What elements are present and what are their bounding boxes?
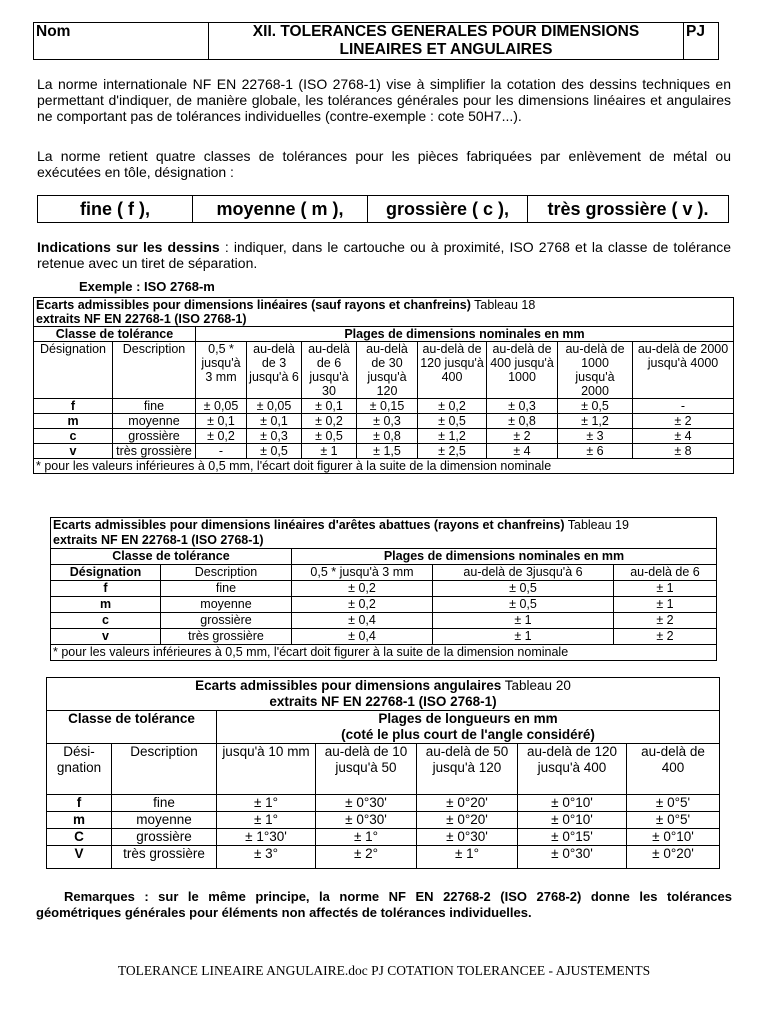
table-row [51,581,717,597]
table20-value: ± 1° [217,795,316,812]
table18-value: ± 4 [633,429,734,444]
table18-value: ± 0,2 [196,429,247,444]
header-table [33,22,719,60]
table19-value: ± 0,4 [292,613,433,629]
table18-value: ± 0,15 [357,399,418,414]
table18-value: - [196,444,247,459]
table20-value: ± 0°5' [627,795,720,812]
table20-ranges-header-line2: (coté le plus court de l'angle considéré) [341,727,595,742]
indications-paragraph [37,239,731,271]
table18-range-7: au-delà de 1000 jusqu'à 2000 [558,342,633,399]
table-row [34,414,734,429]
table19-ranges-header: Plages de dimensions nominales en mm [292,549,717,565]
table20-col-description: Description [112,744,217,795]
table18-title: Ecarts admissibles pour dimensions linéaires (sauf rayons et chanfreins) [36,298,471,312]
table19-value: ± 1 [614,581,717,597]
table18-designation: m [34,414,113,429]
table18-range-2: au-delà de 3 jusqu'à 6 [247,342,302,399]
table20-value: ± 0°20' [627,846,720,869]
header-title-line2: LINEAIRES ET ANGULAIRES [339,41,553,58]
table-18 [33,297,734,474]
table18-value: ± 2,5 [418,444,487,459]
table18-value: ± 0,3 [487,399,558,414]
table20-designation: m [47,812,112,829]
table20-description: grossière [112,829,217,846]
header-pj: PJ [686,23,705,40]
indications-text: : indiquer, dans le cartouche ou à proximité, ISO 2768 et la classe de tolérance retenue avec un tiret de séparation. [37,239,732,271]
table18-ranges-header: Plages de dimensions nominales en mm [196,327,734,342]
table18-designation: f [34,399,113,414]
intro-paragraph: La norme internationale NF EN 22768-1 (ISO 2768-1) vise à simplifier la cotation des dessins techniques en permettant d'indiquer, de manière globale, les tolérances générales pour les dimensions linéaires et angulaires ne comportant pas de tolérances individuelles (contre-exemple : cote 50H7...). [37,76,731,124]
table19-value: ± 1 [433,613,614,629]
table18-description: fine [113,399,196,414]
table18-range-3: au-delà de 6 jusqu'à 30 [302,342,357,399]
table20-range-5: au-delà de 400 [627,744,720,795]
table19-value: ± 1 [433,629,614,645]
table18-title-cell [34,298,734,327]
table19-col-designation: Désignation [51,565,161,581]
table-row [51,613,717,629]
table20-description: moyenne [112,812,217,829]
table18-description: moyenne [113,414,196,429]
table18-note: * pour les valeurs inférieures à 0,5 mm, l'écart doit figurer à la suite de la dimension nominale [34,459,734,474]
table19-value: ± 2 [614,629,717,645]
table20-ranges-header [217,711,720,744]
table18-ref: Tableau 18 [470,298,536,312]
table-19 [50,517,717,661]
table19-col-description: Description [161,565,292,581]
table18-col-description: Description [113,342,196,399]
table19-note: * pour les valeurs inférieures à 0,5 mm, l'écart doit figurer à la suite de la dimension nominale [51,645,717,661]
table18-value: ± 0,3 [357,414,418,429]
header-pj-cell [684,23,719,60]
table18-value: ± 0,3 [247,429,302,444]
table19-description: moyenne [161,597,292,613]
table18-value: ± 0,5 [418,414,487,429]
table20-value: ± 0°10' [518,795,627,812]
table18-value: ± 0,1 [302,399,357,414]
table18-range-5: au-delà de 120 jusqu'à 400 [418,342,487,399]
table20-range-1: jusqu'à 10 mm [217,744,316,795]
table18-value: ± 3 [558,429,633,444]
table20-value: ± 0°30' [417,829,518,846]
table19-value: ± 0,2 [292,581,433,597]
table20-designation: f [47,795,112,812]
table19-value: ± 0,2 [292,597,433,613]
table19-range-2: au-delà de 3jusqu'à 6 [433,565,614,581]
table18-value: ± 0,2 [302,414,357,429]
table20-value: ± 0°10' [627,829,720,846]
table18-value: ± 0,2 [418,399,487,414]
table19-description: fine [161,581,292,597]
table18-value: - [633,399,734,414]
table18-range-6: au-delà de 400 jusqu'à 1000 [487,342,558,399]
table19-designation: c [51,613,161,629]
table20-description: très grossière [112,846,217,869]
table20-title-cell [47,678,720,711]
classes-table [37,195,729,223]
table19-description: grossière [161,613,292,629]
table20-value: ± 0°30' [316,795,417,812]
table18-description: grossière [113,429,196,444]
classes-paragraph: La norme retient quatre classes de tolérances pour les pièces fabriquées par enlèvement de métal ou exécutées en tôle, désignation : [37,148,731,180]
table19-ref: Tableau 19 [564,518,629,532]
table-row [47,795,720,812]
table20-designation: C [47,829,112,846]
table18-col-designation: Désignation [34,342,113,399]
example-text: Exemple : ISO 2768-m [79,279,215,294]
header-name-cell [34,23,209,60]
table-row [34,429,734,444]
table18-value: ± 4 [487,444,558,459]
table-row [51,597,717,613]
table18-value: ± 1,2 [418,429,487,444]
table18-value: ± 2 [633,414,734,429]
table19-value: ± 0,4 [292,629,433,645]
table19-title: Ecarts admissibles pour dimensions linéaires d'arêtes abattues (rayons et chanfreins) [53,518,565,532]
table-row [47,812,720,829]
class-moyenne: moyenne ( m ), [193,196,368,223]
header-title-line1: XII. TOLERANCES GENERALES POUR DIMENSIONS [252,23,640,40]
table19-value: ± 1 [614,597,717,613]
table19-description: très grossière [161,629,292,645]
page-footer: TOLERANCE LINEAIRE ANGULAIRE.doc PJ COTATION TOLERANCEE - AJUSTEMENTS [117,963,651,978]
table19-value: ± 0,5 [433,581,614,597]
table18-range-1: 0,5 * jusqu'à 3 mm [196,342,247,399]
indications-label: Indications sur les dessins [37,239,220,255]
table20-col-designation: Dési-gnation [47,744,112,795]
table20-value: ± 0°15' [518,829,627,846]
table18-value: ± 8 [633,444,734,459]
table19-range-3: au-delà de 6 [614,565,717,581]
table20-class-header: Classe de tolérance [47,711,217,744]
table18-value: ± 2 [487,429,558,444]
table-row [34,444,734,459]
table20-value: ± 2° [316,846,417,869]
table20-subtitle: extraits NF EN 22768-1 (ISO 2768-1) [269,694,497,709]
class-tres-grossiere: très grossière ( v ). [528,196,729,223]
table20-value: ± 0°10' [518,812,627,829]
table19-designation: m [51,597,161,613]
table18-value: ± 0,5 [302,429,357,444]
table20-description: fine [112,795,217,812]
class-grossiere: grossière ( c ), [368,196,528,223]
table20-value: ± 0°30' [316,812,417,829]
table18-designation: c [34,429,113,444]
table18-value: ± 6 [558,444,633,459]
table20-ranges-header-line1: Plages de longueurs en mm [378,711,558,726]
table18-subtitle: extraits NF EN 22768-1 (ISO 2768-1) [36,312,247,326]
table18-description: très grossière [113,444,196,459]
table18-value: ± 1,5 [357,444,418,459]
header-name: Nom [36,23,71,40]
table18-value: ± 0,05 [196,399,247,414]
table18-value: ± 0,5 [247,444,302,459]
table-row [47,829,720,846]
table20-value: ± 1°30' [217,829,316,846]
table-20 [46,677,720,869]
table18-value: ± 1,2 [558,414,633,429]
table20-value: ± 0°5' [627,812,720,829]
table20-range-4: au-delà de 120 jusqu'à 400 [518,744,627,795]
table20-value: ± 0°30' [518,846,627,869]
table19-designation: v [51,629,161,645]
class-fine: fine ( f ), [38,196,193,223]
table18-value: ± 0,1 [247,414,302,429]
table18-designation: v [34,444,113,459]
table18-range-8: au-delà de 2000 jusqu'à 4000 [633,342,734,399]
table20-value: ± 1° [417,846,518,869]
table19-value: ± 0,5 [433,597,614,613]
header-title-cell [209,23,684,60]
table-row [47,846,720,869]
table19-class-header: Classe de tolérance [51,549,292,565]
table20-ref: Tableau 20 [501,678,571,693]
table-row [51,629,717,645]
table20-title: Ecarts admissibles pour dimensions angulaires [195,678,502,693]
table19-title-cell [51,518,717,549]
table18-value: ± 0,8 [487,414,558,429]
table19-range-1: 0,5 * jusqu'à 3 mm [292,565,433,581]
table18-class-header: Classe de tolérance [34,327,196,342]
table18-value: ± 0,5 [558,399,633,414]
table20-range-2: au-delà de 10 jusqu'à 50 [316,744,417,795]
table20-value: ± 0°20' [417,812,518,829]
table-row [34,399,734,414]
table18-value: ± 0,1 [196,414,247,429]
table20-value: ± 3° [217,846,316,869]
table19-value: ± 2 [614,613,717,629]
table18-range-4: au-delà de 30 jusqu'à 120 [357,342,418,399]
table20-value: ± 0°20' [417,795,518,812]
table18-value: ± 0,8 [357,429,418,444]
table20-designation: V [47,846,112,869]
table18-value: ± 0,05 [247,399,302,414]
table20-range-3: au-delà de 50 jusqu'à 120 [417,744,518,795]
table20-value: ± 1° [217,812,316,829]
table20-value: ± 1° [316,829,417,846]
table19-subtitle: extraits NF EN 22768-1 (ISO 2768-1) [53,533,264,547]
remarks-paragraph: Remarques : sur le même principe, la norme NF EN 22768-2 (ISO 2768-2) donne les tolérances géométriques générales pour éléments non affectés de tolérances individuelles. [36,889,732,920]
table18-value: ± 1 [302,444,357,459]
table19-designation: f [51,581,161,597]
